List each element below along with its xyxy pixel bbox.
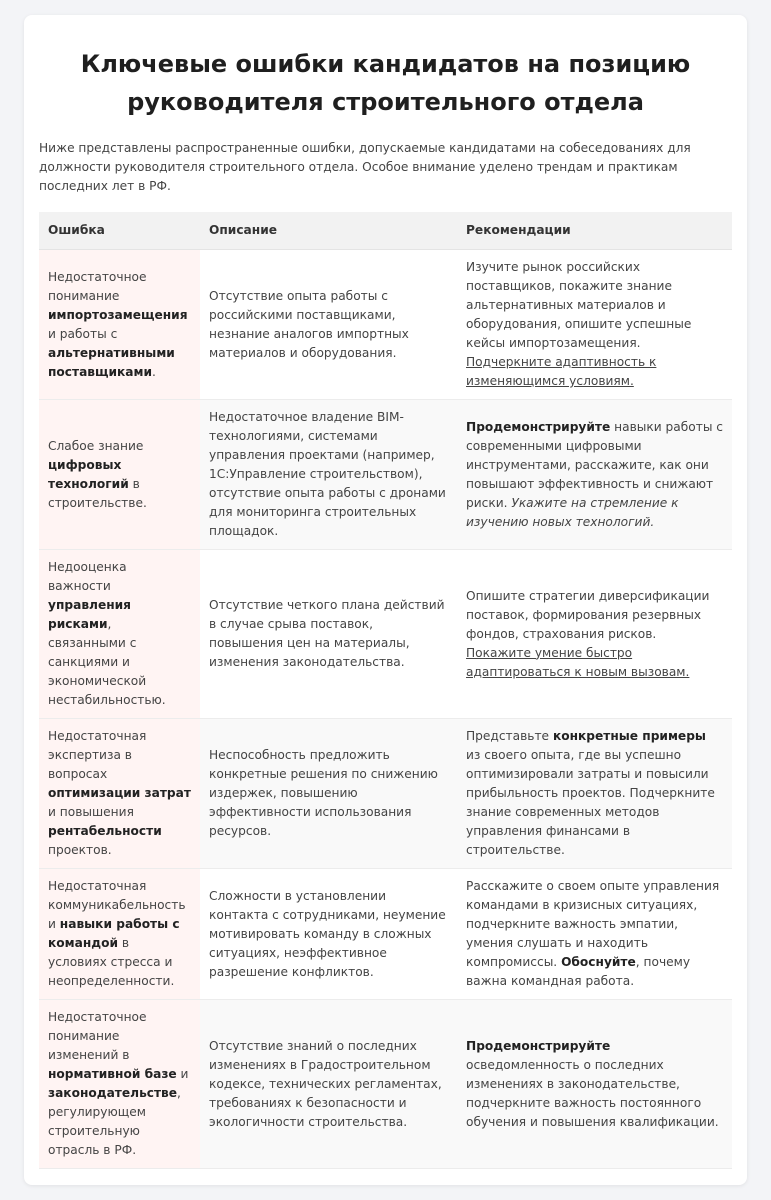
error-cell: Недооценка важности управления рисками, связанными с санкциями и экономической нестабильностью. [39,550,200,719]
table-row [39,869,732,1000]
recommendation-cell: Опишите стратегии диверсификации поставок, формирования резервных фондов, страхования рисков. Покажите умение быстро адаптироваться к новым вызовам. [457,550,732,719]
table-row [39,400,732,550]
emphasis-bold: конкретные примеры [552,729,706,743]
content-card [24,15,747,1185]
recommendation-cell: Продемонстрируйте навыки работы с современными цифровыми инструментами, расскажите, как они повышают эффективность и снижают риски. Укажите на стремление к изучению новых технологий. [457,400,732,550]
emphasis-bold: навыки работы с командой [48,917,180,950]
description-cell: Отсутствие знаний о последних изменениях в Градостроительном кодексе, технических регламентах, требованиях к безопасности и экологичности строительства. [200,1000,457,1169]
table-header [39,212,732,250]
description-cell: Недостаточное владение BIM-технологиями, системами управления проектами (например, 1С:Управление строительством), отсутствие опыта работы с дронами для мониторинга строительных площадок. [200,400,457,550]
error-cell: Недостаточная экспертиза в вопросах оптимизации затрат и повышения рентабельности проектов. [39,719,200,869]
emphasis-bold: нормативной базе [48,1067,177,1081]
emphasis-bold: Продемонстрируйте [466,1038,611,1053]
column-header-description: Описание [200,212,457,250]
emphasis-bold: цифровых технологий [48,457,129,491]
emphasis-bold: законодательстве [48,1086,178,1100]
error-cell: Недостаточная коммуникабельность и навыки работы с командой в условиях стресса и неопределенности. [39,869,200,1000]
description-cell: Отсутствие опыта работы с российскими поставщиками, незнание аналогов импортных материалов и оборудования. [200,250,457,400]
emphasis-italic: Укажите на стремление к изучению новых технологий. [466,495,679,529]
recommendation-cell: Расскажите о своем опыте управления командами в кризисных ситуациях, подчеркните важность эмпатии, умения слушать и находить компромиссы. Обоснуйте, почему важна командная работа. [457,869,732,1000]
emphasis-bold: Продемонстрируйте [466,419,611,434]
description-cell: Сложности в установлении контакта с сотрудниками, неумение мотивировать команду в сложных ситуациях, неэффективное разрешение конфликтов. [200,869,457,1000]
emphasis-underline: Подчеркните адаптивность к изменяющимся условиям. [466,355,657,388]
column-header-error: Ошибка [39,212,200,250]
emphasis-underline: Покажите умение быстро адаптироваться к новым вызовам. [466,645,690,679]
table-row [39,719,732,869]
table-row [39,1000,732,1169]
errors-table [39,212,732,1169]
table-row [39,550,732,719]
emphasis-bold: импортозамещения [48,307,188,322]
emphasis-bold: альтернативными поставщиками [48,345,175,379]
column-header-recommendations: Рекомендации [457,212,732,250]
recommendation-cell: Изучите рынок российских поставщиков, покажите знание альтернативных материалов и оборудования, опишите успешные кейсы импортозамещения. Подчеркните адаптивность к изменяющимся условиям. [457,250,732,400]
error-cell: Недостаточное понимание импортозамещения и работы с альтернативными поставщиками. [39,250,200,400]
error-cell: Слабое знание цифровых технологий в строительстве. [39,400,200,550]
emphasis-bold: Обоснуйте [561,955,636,969]
description-cell: Отсутствие четкого плана действий в случае срыва поставок, повышения цен на материалы, изменения законодательства. [200,550,457,719]
intro-paragraph: Ниже представлены распространенные ошибки, допускаемые кандидатами на собеседованиях для должности руководителя строительного отдела. Особое внимание уделено трендам и практикам последних лет в РФ. [39,141,691,193]
table-row [39,250,732,400]
description-cell: Неспособность предложить конкретные решения по снижению издержек, повышению эффективности использования ресурсов. [200,719,457,869]
recommendation-cell: Продемонстрируйте осведомленность о последних изменениях в законодательстве, подчеркните важность постоянного обучения и повышения квалификации. [457,1000,732,1169]
recommendation-cell: Представьте конкретные примеры из своего опыта, где вы успешно оптимизировали затраты и повысили прибыльность проектов. Подчеркните знание современных методов управления финансами в строительстве. [457,719,732,869]
error-cell: Недостаточное понимание изменений в нормативной базе и законодательстве, регулирующем строительную отрасль в РФ. [39,1000,200,1169]
page-title: Ключевые ошибки кандидатов на позицию руководителя строительного отдела [80,50,691,116]
emphasis-bold: управления рисками [48,598,132,631]
emphasis-bold: рентабельности [48,824,162,838]
emphasis-bold: оптимизации затрат [48,786,191,800]
